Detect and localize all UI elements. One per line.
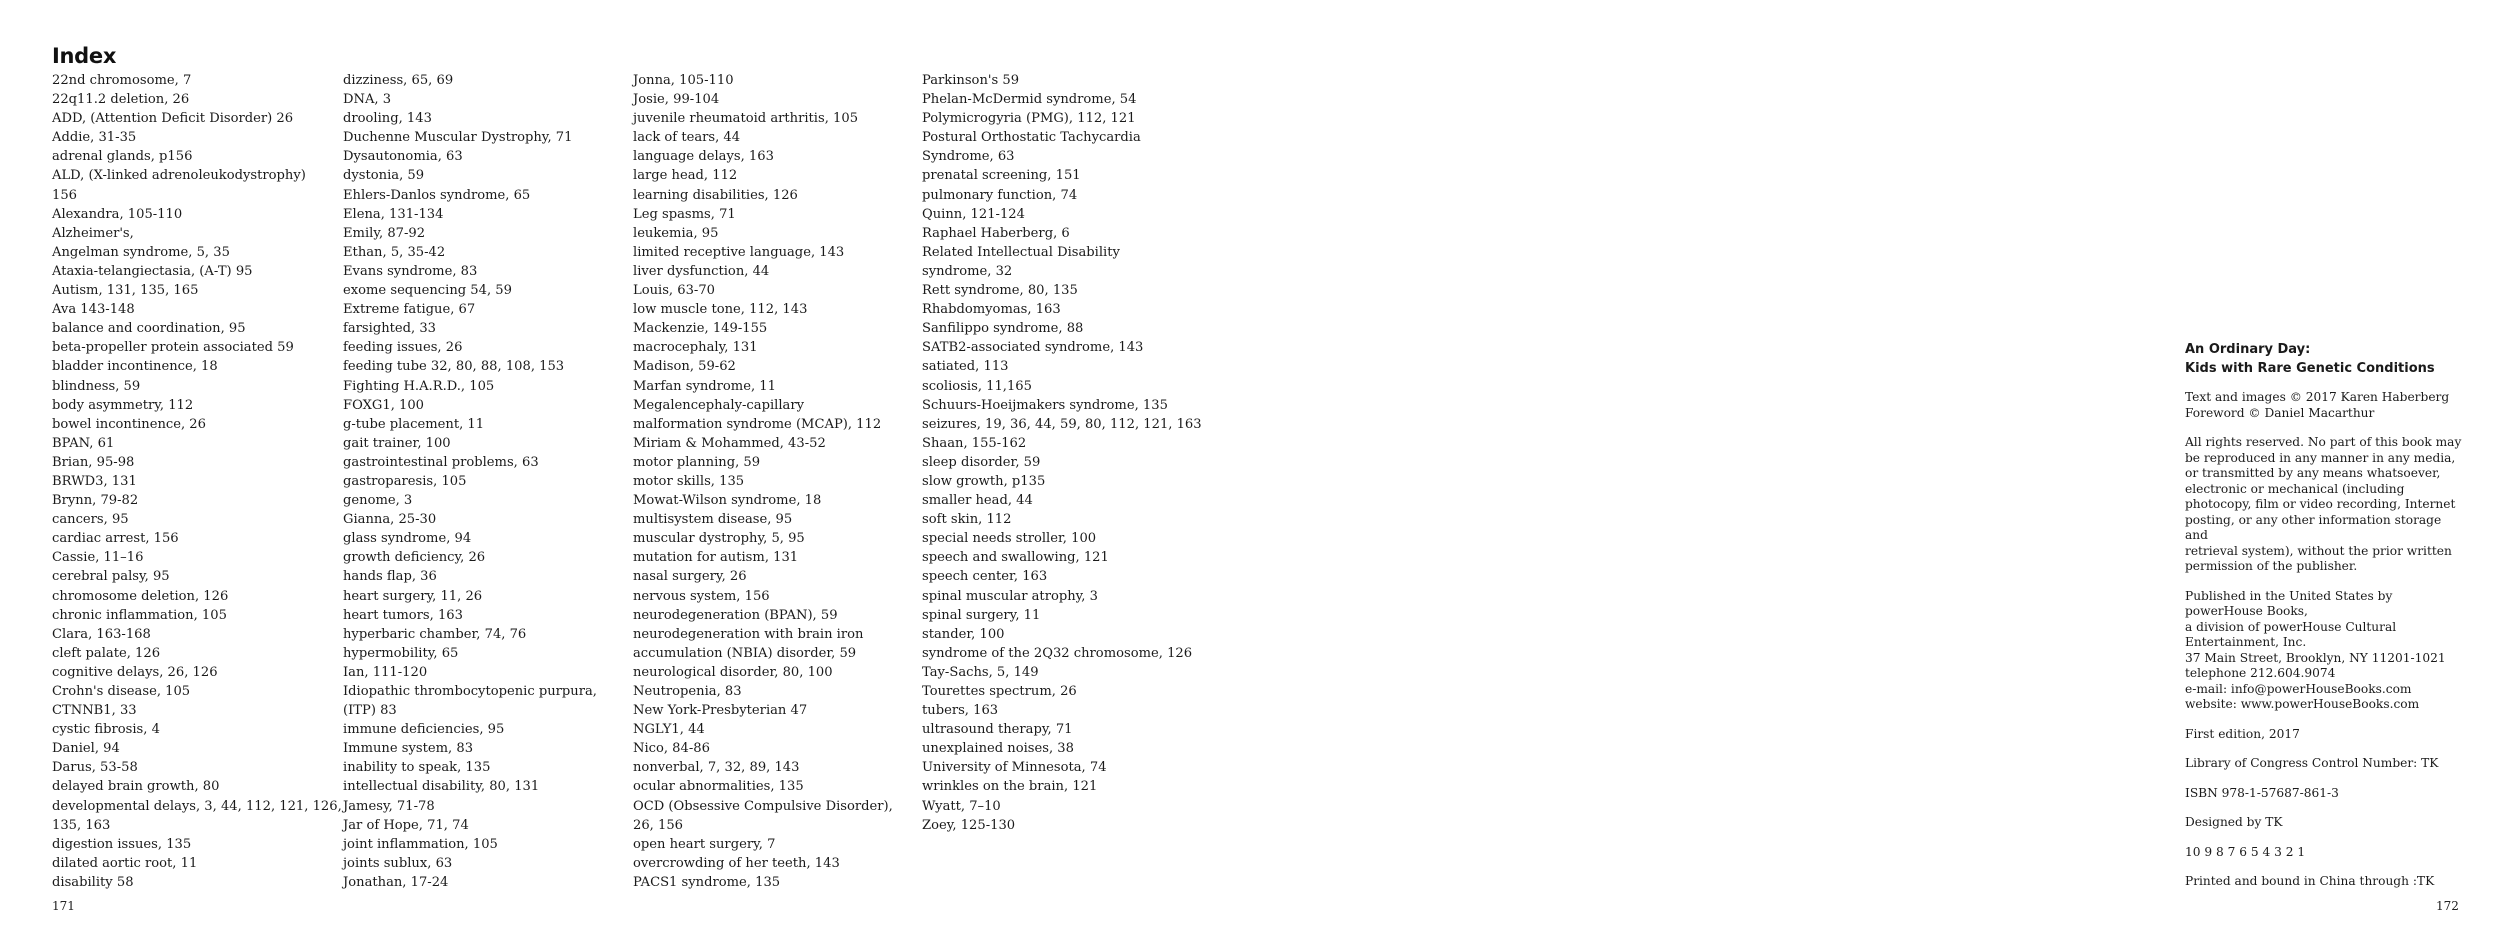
index-entry: sleep disorder, 59: [922, 454, 1041, 470]
index-entry: gait trainer, 100: [343, 435, 451, 451]
index-entry: Fighting H.A.R.D., 105: [343, 378, 495, 394]
index-entry: Louis, 63-70: [633, 283, 715, 299]
index-entry: muscular dystrophy, 5, 95: [633, 531, 805, 547]
printed-in: Printed and bound in China through :TK: [2185, 874, 2435, 888]
publisher-line: powerHouse Books,: [2185, 604, 2308, 618]
index-entry: syndrome, 32: [922, 263, 1013, 279]
index-entry: Shaan, 155-162: [922, 435, 1027, 451]
index-entry: developmental delays, 3, 44, 112, 121, 126,: [52, 798, 342, 814]
index-entry: University of Minnesota, 74: [922, 760, 1107, 776]
index-entry: Postural Orthostatic Tachycardia: [922, 130, 1141, 146]
index-entry: Zoey, 125-130: [922, 817, 1016, 833]
index-entry: large head, 112: [633, 168, 738, 184]
book-title-line-1: An Ordinary Day:: [2185, 342, 2311, 357]
index-entry: farsighted, 33: [343, 321, 437, 337]
index-entry: speech center, 163: [922, 569, 1048, 585]
index-entry: dilated aortic root, 11: [52, 855, 198, 871]
index-entry: Alzheimer's,: [52, 225, 134, 241]
index-entry: multisystem disease, 95: [633, 512, 793, 528]
index-entry: speech and swallowing, 121: [922, 550, 1109, 566]
index-entry: balance and coordination, 95: [52, 321, 246, 337]
index-entry: motor planning, 59: [633, 454, 761, 470]
index-entry: syndrome of the 2Q32 chromosome, 126: [922, 645, 1193, 661]
index-entry: Idiopathic thrombocytopenic purpura,: [343, 684, 597, 699]
index-entry: Emily, 87-92: [343, 225, 426, 241]
index-entry: Cassie, 11–16: [52, 550, 144, 566]
isbn: ISBN 978-1-57687-861-3: [2185, 785, 2339, 800]
index-entry: Brian, 95-98: [52, 454, 135, 470]
index-entry: Autism, 131, 135, 165: [52, 283, 199, 299]
index-entry: BRWD3, 131: [52, 473, 137, 489]
index-entry: Jamesy, 71-78: [343, 798, 435, 814]
index-entry: Quinn, 121-124: [922, 206, 1025, 222]
index-entry: cardiac arrest, 156: [52, 531, 179, 547]
index-entry: seizures, 19, 36, 44, 59, 80, 112, 121, 163: [922, 416, 1202, 432]
index-entry: Sanfilippo syndrome, 88: [922, 321, 1084, 337]
publisher-line: e-mail: info@powerHouseBooks.com: [2185, 681, 2412, 696]
index-entry: stander, 100: [922, 626, 1005, 642]
index-entry: Syndrome, 63: [922, 149, 1015, 165]
index-entry: FOXG1, 100: [343, 397, 425, 413]
index-entry: body asymmetry, 112: [52, 397, 194, 413]
index-entry: Leg spasms, 71: [633, 206, 736, 222]
rights-line: or transmitted by any means whatsoever,: [2185, 466, 2441, 480]
index-entry: dystonia, 59: [343, 168, 425, 184]
index-entry: Wyatt, 7–10: [922, 798, 1001, 814]
index-entry: Neutropenia, 83: [633, 684, 742, 699]
credit-line: Text and images © 2017 Karen Haberberg: [2185, 390, 2450, 404]
index-entry: ALD, (X-linked adrenoleukodystrophy): [52, 168, 306, 184]
index-entry: Duchenne Muscular Dystrophy, 71: [343, 130, 573, 146]
index-entry: Mowat-Wilson syndrome, 18: [633, 493, 822, 509]
index-entry: Elena, 131-134: [343, 206, 444, 222]
index-entry: lack of tears, 44: [633, 130, 741, 146]
index-entry: Evans syndrome, 83: [343, 263, 478, 279]
index-entry: Immune system, 83: [343, 741, 474, 757]
index-entry: Marfan syndrome, 11: [633, 378, 776, 394]
index-entry: nonverbal, 7, 32, 89, 143: [633, 760, 800, 776]
rights-line: electronic or mechanical (including: [2185, 481, 2405, 496]
index-entry: feeding tube 32, 80, 88, 108, 153: [343, 359, 565, 375]
index-entry: accumulation (NBIA) disorder, 59: [633, 645, 857, 661]
index-entry: Miriam & Mohammed, 43-52: [633, 435, 826, 451]
credits: [2185, 390, 2465, 421]
index-entry: (ITP) 83: [343, 703, 397, 719]
index-entry: tubers, 163: [922, 703, 999, 719]
publisher-line: 37 Main Street, Brooklyn, NY 11201-1021: [2185, 650, 2446, 665]
index-entry: Rhabdomyomas, 163: [922, 302, 1061, 318]
index-entry: feeding issues, 26: [343, 340, 463, 356]
index-entry: exome sequencing 54, 59: [343, 283, 512, 299]
index-entry: Alexandra, 105-110: [52, 206, 183, 222]
index-entry: Tourettes spectrum, 26: [922, 684, 1077, 699]
index-entry: g-tube placement, 11: [343, 416, 485, 432]
index-entry: Jonathan, 17-24: [343, 874, 449, 890]
index-entry: nervous system, 156: [633, 588, 770, 604]
index-entry: neurodegeneration (BPAN), 59: [633, 607, 838, 623]
rights-line: retrieval system), without the prior written: [2185, 543, 2452, 558]
book-title-line-2: Kids with Rare Genetic Conditions: [2185, 361, 2435, 376]
index-entry: delayed brain growth, 80: [52, 779, 220, 795]
index-entry: Daniel, 94: [52, 741, 120, 757]
book-title: [2185, 340, 2465, 378]
index-entry: Madison, 59-62: [633, 359, 736, 375]
index-entry: language delays, 163: [633, 149, 774, 165]
index-column-4: [922, 71, 1212, 835]
index-entry: nasal surgery, 26: [633, 569, 747, 585]
index-entry: scoliosis, 11,165: [922, 378, 1032, 394]
rights-line: permission of the publisher.: [2185, 559, 2358, 573]
index-entry: Jonna, 105-110: [633, 73, 734, 88]
index-entry: spinal surgery, 11: [922, 607, 1041, 623]
index-entry: wrinkles on the brain, 121: [922, 779, 1098, 795]
edition: First edition, 2017: [2185, 726, 2300, 741]
index-entry: blindness, 59: [52, 378, 141, 394]
index-entry: Nico, 84-86: [633, 741, 710, 757]
index-entry: 22q11.2 deletion, 26: [52, 92, 190, 108]
index-entry: SATB2-associated syndrome, 143: [922, 340, 1144, 356]
index-entry: chronic inflammation, 105: [52, 607, 227, 623]
index-entry: ocular abnormalities, 135: [633, 779, 804, 795]
index-entry: macrocephaly, 131: [633, 340, 758, 356]
index-entry: Brynn, 79-82: [52, 493, 139, 509]
index-entry: heart tumors, 163: [343, 607, 463, 623]
page-number-left: 171: [52, 899, 75, 913]
index-entry: motor skills, 135: [633, 473, 745, 489]
index-column-3: [633, 71, 923, 892]
index-entry: immune deficiencies, 95: [343, 722, 505, 738]
publisher-info: [2185, 589, 2465, 713]
index-entry: joint inflammation, 105: [343, 836, 498, 852]
index-entry: hypermobility, 65: [343, 645, 459, 661]
index-entry: Rett syndrome, 80, 135: [922, 283, 1078, 299]
index-entry: digestion issues, 135: [52, 836, 192, 852]
index-entry: Mackenzie, 149-155: [633, 321, 768, 337]
index-entry: bowel incontinence, 26: [52, 416, 206, 432]
index-entry: adrenal glands, p156: [52, 149, 193, 165]
index-entry: Angelman syndrome, 5, 35: [52, 244, 230, 260]
index-entry: Josie, 99-104: [633, 92, 720, 108]
index-entry: CTNNB1, 33: [52, 703, 137, 719]
index-entry: liver dysfunction, 44: [633, 263, 770, 279]
index-entry: smaller head, 44: [922, 493, 1033, 509]
index-entry: unexplained noises, 38: [922, 741, 1074, 757]
index-entry: Parkinson's 59: [922, 73, 1020, 88]
index-entry: gastrointestinal problems, 63: [343, 454, 539, 470]
index-entry: 22nd chromosome, 7: [52, 73, 192, 88]
index-entry: inability to speak, 135: [343, 760, 491, 776]
index-entry: 135, 163: [52, 817, 111, 833]
index-entry: DNA, 3: [343, 92, 392, 108]
index-title: Index: [52, 44, 117, 68]
index-entry: overcrowding of her teeth, 143: [633, 855, 840, 871]
index-entry: PACS1 syndrome, 135: [633, 874, 781, 890]
index-entry: OCD (Obsessive Compulsive Disorder),: [633, 798, 893, 814]
index-entry: ADD, (Attention Deficit Disorder) 26: [52, 111, 294, 127]
index-entry: Addie, 31-35: [52, 130, 137, 146]
index-entry: slow growth, p135: [922, 473, 1046, 489]
index-entry: Darus, 53-58: [52, 760, 138, 776]
index-entry: juvenile rheumatoid arthritis, 105: [633, 111, 859, 127]
index-entry: Clara, 163-168: [52, 626, 151, 642]
index-entry: dizziness, 65, 69: [343, 73, 454, 88]
index-entry: spinal muscular atrophy, 3: [922, 588, 1098, 604]
index-entry: Ethan, 5, 35-42: [343, 244, 446, 260]
index-column-2: [343, 71, 633, 892]
index-entry: Ava 143-148: [52, 302, 135, 318]
index-entry: malformation syndrome (MCAP), 112: [633, 416, 882, 432]
index-entry: Jar of Hope, 71, 74: [343, 817, 469, 833]
index-entry: Extreme fatigue, 67: [343, 302, 476, 318]
index-entry: 26, 156: [633, 817, 683, 833]
index-entry: growth deficiency, 26: [343, 550, 486, 566]
index-entry: Ian, 111-120: [343, 664, 428, 680]
index-entry: Schuurs-Hoeijmakers syndrome, 135: [922, 397, 1168, 413]
index-entry: drooling, 143: [343, 111, 432, 127]
rights-line: photocopy, film or video recording, Internet: [2185, 497, 2456, 511]
index-entry: hands flap, 36: [343, 569, 437, 585]
index-entry: neurological disorder, 80, 100: [633, 664, 833, 680]
index-entry: low muscle tone, 112, 143: [633, 302, 808, 318]
index-entry: Polymicrogyria (PMG), 112, 121: [922, 111, 1136, 127]
rights-line: be reproduced in any manner in any media,: [2185, 450, 2456, 465]
publisher-line: a division of powerHouse Cultural: [2185, 619, 2397, 634]
index-entry: Crohn's disease, 105: [52, 684, 191, 699]
index-entry: neurodegeneration with brain iron: [633, 626, 864, 642]
publisher-line: Entertainment, Inc.: [2185, 635, 2307, 649]
index-entry: disability 58: [52, 874, 134, 890]
index-entry: leukemia, 95: [633, 225, 719, 241]
index-entry: Gianna, 25-30: [343, 512, 437, 528]
index-entry: Ataxia-telangiectasia, (A-T) 95: [52, 263, 253, 279]
index-entry: New York-Presbyterian 47: [633, 703, 808, 719]
index-entry: chromosome deletion, 126: [52, 588, 229, 604]
index-entry: open heart surgery, 7: [633, 836, 776, 852]
index-entry: Megalencephaly-capillary: [633, 397, 804, 413]
index-entry: cystic fibrosis, 4: [52, 722, 160, 738]
index-entry: BPAN, 61: [52, 435, 115, 451]
index-entry: limited receptive language, 143: [633, 244, 845, 260]
index-entry: gastroparesis, 105: [343, 473, 467, 489]
right-page: [1250, 0, 2500, 938]
designed-by: Designed by TK: [2185, 815, 2283, 829]
rights-line: All rights reserved. No part of this book may: [2185, 435, 2462, 449]
index-entry: satiated, 113: [922, 359, 1009, 375]
index-entry: intellectual disability, 80, 131: [343, 779, 540, 795]
index-entry: hyperbaric chamber, 74, 76: [343, 626, 527, 642]
index-entry: heart surgery, 11, 26: [343, 588, 483, 604]
index-entry: beta-propeller protein associated 59: [52, 340, 294, 356]
index-column-1: [52, 71, 342, 892]
index-entry: glass syndrome, 94: [343, 531, 472, 547]
rights-statement: [2185, 435, 2465, 575]
index-entry: Related Intellectual Disability: [922, 244, 1120, 260]
index-entry: special needs stroller, 100: [922, 531, 1097, 547]
index-entry: bladder incontinence, 18: [52, 359, 218, 375]
index-entry: cleft palate, 126: [52, 645, 161, 661]
index-entry: soft skin, 112: [922, 512, 1012, 528]
index-entry: pulmonary function, 74: [922, 187, 1078, 203]
index-entry: learning disabilities, 126: [633, 187, 798, 203]
index-entry: prenatal screening, 151: [922, 168, 1081, 184]
publisher-line: website: www.powerHouseBooks.com: [2185, 697, 2420, 711]
index-entry: Raphael Haberberg, 6: [922, 225, 1070, 241]
index-entry: 156: [52, 187, 77, 203]
printing-line: 10 9 8 7 6 5 4 3 2 1: [2185, 844, 2306, 859]
page-number-right: 172: [2436, 899, 2459, 913]
index-entry: joints sublux, 63: [343, 855, 453, 871]
publisher-line: telephone 212.604.9074: [2185, 666, 2336, 680]
index-entry: Tay-Sachs, 5, 149: [922, 664, 1039, 680]
colophon: [2185, 340, 2465, 904]
rights-line: posting, or any other information storage and: [2185, 512, 2442, 542]
index-entry: Ehlers-Danlos syndrome, 65: [343, 187, 531, 203]
publisher-line: Published in the United States by: [2185, 588, 2393, 603]
index-entry: cerebral palsy, 95: [52, 569, 170, 585]
index-entry: Dysautonomia, 63: [343, 149, 463, 165]
credit-line: Foreword © Daniel Macarthur: [2185, 405, 2375, 420]
index-entry: mutation for autism, 131: [633, 550, 799, 566]
library-of-congress: Library of Congress Control Number: TK: [2185, 756, 2439, 770]
index-entry: Phelan-McDermid syndrome, 54: [922, 92, 1137, 108]
index-entry: genome, 3: [343, 493, 413, 509]
index-entry: NGLY1, 44: [633, 722, 705, 738]
index-entry: cancers, 95: [52, 512, 129, 528]
index-entry: ultrasound therapy, 71: [922, 722, 1073, 738]
index-entry: cognitive delays, 26, 126: [52, 664, 218, 680]
